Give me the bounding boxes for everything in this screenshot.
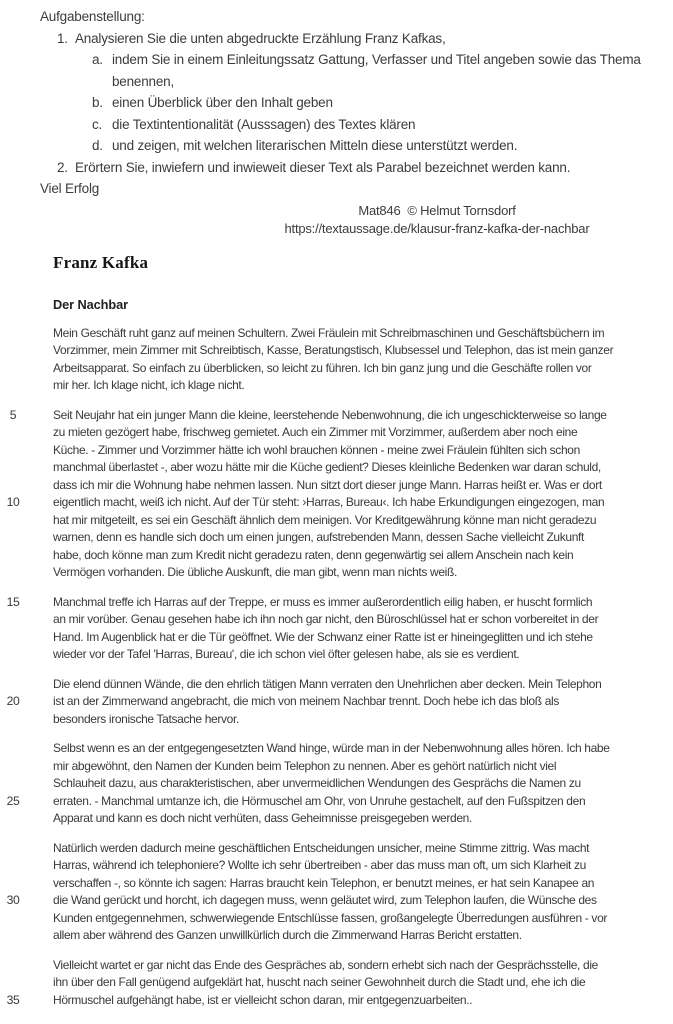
line-number bbox=[0, 442, 26, 460]
story-line-text: Küche. - Zimmer und Vorzimmer hätte ich wohl brauchen können - meine zwei Fräulein fühlten sich schon bbox=[53, 442, 580, 457]
story-line bbox=[0, 974, 673, 992]
line-number bbox=[0, 974, 26, 992]
story-line-text: Selbst wenn es an der entgegengesetzten Wand hinge, würde man in der Nebenwohnung alles hören. Ich habe bbox=[53, 741, 610, 755]
task-subitem-a-marker: a. bbox=[92, 52, 103, 67]
line-number bbox=[0, 459, 26, 477]
line-number: 35 bbox=[6, 992, 20, 1007]
story-line bbox=[0, 442, 673, 460]
story-line-text: Mein Geschäft ruht ganz auf meinen Schultern. Zwei Fräulein mit Schreibmaschinen und Geschäftsbüchern im bbox=[53, 325, 605, 340]
story-line bbox=[0, 693, 673, 711]
story-line-text: hat mir mitgeteilt, es sei ein Geschäft ähnlich dem meinigen. Vor Kreditgewährung könne man nicht geradezu bbox=[53, 512, 597, 527]
story-line bbox=[0, 646, 673, 664]
story-paragraph bbox=[0, 407, 673, 582]
story-line bbox=[0, 910, 673, 928]
line-number bbox=[0, 910, 26, 928]
story-line bbox=[0, 810, 673, 828]
story-line bbox=[0, 477, 673, 495]
task-subitem-b bbox=[92, 92, 673, 114]
line-number: 5 bbox=[9, 407, 17, 422]
task-closing: Viel Erfolg bbox=[40, 181, 100, 196]
story-paragraph bbox=[0, 740, 673, 828]
story-line-text: besonders ironische Tatsache hervor. bbox=[53, 711, 239, 726]
story-line bbox=[0, 927, 673, 945]
story-line bbox=[0, 892, 673, 910]
story-line-text: Harras, während ich telephoniere? Wollte ich sehr übertreiben - aber das muss man oft, um sich Klarheit zu bbox=[53, 858, 586, 872]
story-line-text: Die elend dünnen Wände, die den ehrlich tätigen Mann verraten den Unehrlichen aber decken. Mein Telephon bbox=[53, 676, 602, 691]
story-paragraph bbox=[0, 840, 673, 945]
line-number: 20 bbox=[6, 694, 20, 708]
story-line-text: erraten. - Manchmal umtanze ich, die Hörmuschel am Ohr, von Unruhe gestachelt, auf den Fußspitzen den bbox=[53, 793, 586, 808]
story-line bbox=[0, 611, 673, 629]
story-line-text: Vorzimmer, mein Zimmer mit Schreibtisch, Kasse, Beratungstisch, Klubsessel und Telephon, das ist mein ganzer bbox=[53, 343, 614, 357]
story-paragraph bbox=[0, 594, 673, 664]
story-line-text: Kunden entgegennehmen, schwerwiegende Entschlüsse fassen, großangelegte Überredungen ausführen - vor bbox=[53, 910, 608, 925]
task-subitem-b-marker: b. bbox=[92, 95, 103, 110]
line-number bbox=[0, 758, 26, 776]
line-number bbox=[0, 611, 26, 629]
story-line-text: mir her. Ich klage nicht, ich klage nicht. bbox=[53, 378, 245, 392]
story-line bbox=[0, 992, 673, 1010]
line-number bbox=[0, 629, 26, 647]
line-number bbox=[0, 875, 26, 893]
story-line bbox=[0, 407, 673, 425]
story-line-text: ihn über den Fall genügend aufgeklärt hat, huscht nach seiner Gewohnheit durch die Stadt und, ehe ich die bbox=[53, 975, 586, 989]
line-number bbox=[0, 564, 26, 582]
story-line-text: mir abgewöhnt, den Namen der Kunden beim Telephon zu nennen. Aber es gehört natürlich nicht viel bbox=[53, 758, 557, 773]
story-section bbox=[0, 253, 673, 1010]
story-line-text: eigentlich macht, weiß ich nicht. Auf der Tür steht: ›Harras, Bureau‹. Ich habe Erkundigungen eingezogen, man bbox=[53, 495, 605, 509]
story-line bbox=[0, 564, 673, 582]
story-paragraph bbox=[0, 957, 673, 1010]
story-line bbox=[0, 547, 673, 565]
task-item-2 bbox=[57, 157, 673, 179]
story-line-text: Vermögen vorhanden. Die übliche Auskunft, die man gibt, wenn man nichts weiß. bbox=[53, 565, 457, 579]
task-subitem-a-text: indem Sie in einem Einleitungssatz Gattung, Verfasser und Titel angeben sowie das Thema benennen, bbox=[112, 52, 641, 89]
line-number bbox=[0, 529, 26, 547]
story-line bbox=[0, 793, 673, 811]
task-subitem-c-text: die Textintentionalität (Ausssagen) des Textes klären bbox=[112, 116, 416, 132]
line-number: 10 bbox=[6, 495, 20, 509]
story-line-text: Hörmuschel aufgehängt habe, ist er vielleicht schon daran, mir entgegenzuarbeiten.. bbox=[53, 992, 473, 1007]
story-line bbox=[0, 840, 673, 858]
task-subitem-c-marker: c. bbox=[92, 116, 103, 132]
story-line bbox=[0, 775, 673, 793]
story-line-text: Schlauheit dazu, aus charakteristischen, aber unvermeidlichen Wendungen des Gesprächs die Namen zu bbox=[53, 776, 581, 790]
story-line bbox=[0, 758, 673, 776]
story-line bbox=[0, 629, 673, 647]
task-subitem-d-marker: d. bbox=[92, 138, 103, 153]
task-title: Aufgabenstellung: bbox=[40, 9, 145, 24]
line-number: 30 bbox=[6, 893, 20, 907]
story-body bbox=[0, 325, 673, 1010]
story-line bbox=[0, 424, 673, 442]
story-line-text: manchmal überlastet -, aber wozu hätte mir die Küche gedient? Dieses kleinliche Bedenken war daran schuld, bbox=[53, 460, 601, 474]
line-number bbox=[0, 325, 26, 343]
line-number bbox=[0, 360, 26, 378]
line-number bbox=[0, 512, 26, 530]
task-item-1-marker: 1. bbox=[57, 30, 68, 46]
line-number bbox=[0, 775, 26, 793]
story-line-text: Hand. Im Augenblick hat er die Tür geöffnet. Wie der Schwanz einer Ratte ist er hineingeglitten und ich stehe bbox=[53, 629, 593, 644]
line-number bbox=[0, 740, 26, 758]
story-line-text: warnen, denn es handle sich doch um einen jungen, aufstrebenden Mann, dessen Sache vielleicht Zukunft bbox=[53, 530, 585, 544]
line-number bbox=[0, 840, 26, 858]
story-author-heading: Franz Kafka bbox=[53, 252, 149, 272]
task-subitem-c bbox=[92, 114, 673, 136]
line-number bbox=[0, 477, 26, 495]
line-number bbox=[0, 927, 26, 945]
line-number bbox=[0, 711, 26, 729]
story-line-text: zu mieten gezögert habe, frischweg gemietet. Auch ein Zimmer mit Vorzimmer, außerdem aber noch eine bbox=[53, 425, 578, 439]
story-line-text: dass ich mir die Wohnung habe nehmen lassen. Nun sitzt dort dieser junge Mann. Harras heißt er. Was er dort bbox=[53, 477, 602, 492]
line-number bbox=[0, 676, 26, 694]
story-line bbox=[0, 529, 673, 547]
story-line-text: Manchmal treffe ich Harras auf der Treppe, er muss es immer außerordentlich eilig haben, er huscht formlich bbox=[53, 594, 593, 609]
story-line bbox=[0, 875, 673, 893]
story-line bbox=[0, 342, 673, 360]
line-number bbox=[0, 957, 26, 975]
story-line bbox=[0, 957, 673, 975]
story-line bbox=[0, 377, 673, 395]
story-line-text: wieder vor der Tafel 'Harras, Bureau', die ich schon viel öfter gelesen habe, als sie es verdient. bbox=[53, 647, 520, 661]
story-line-text: verschaffen -, so könnte ich sagen: Harras braucht kein Telephon, er benutzt meines, er hat sein Kanapee an bbox=[53, 875, 595, 890]
line-number bbox=[0, 342, 26, 360]
task-subitem-b-text: einen Überblick über den Inhalt geben bbox=[112, 95, 333, 110]
story-paragraph bbox=[0, 676, 673, 729]
story-line-text: ist an der Zimmerwand angebracht, die mich von meinem Nachbar trennt. Doch hebe ich das bloß als bbox=[53, 694, 559, 708]
story-line bbox=[0, 360, 673, 378]
line-number bbox=[0, 646, 26, 664]
line-number: 15 bbox=[6, 594, 20, 609]
story-line-text: allem aber während des Ganzen unwillkürlich durch die Zimmerwand Harras Bericht erstatten. bbox=[53, 928, 522, 942]
task-item-1 bbox=[57, 28, 673, 50]
story-line bbox=[0, 676, 673, 694]
task-subitem-d-text: und zeigen, mit welchen literarischen Mitteln diese unterstützt werden. bbox=[112, 138, 518, 153]
task-subitem-d bbox=[92, 135, 673, 157]
story-line bbox=[0, 325, 673, 343]
task-subitem-a bbox=[92, 49, 673, 92]
line-number bbox=[0, 857, 26, 875]
task-item-2-marker: 2. bbox=[57, 159, 68, 175]
story-line bbox=[0, 711, 673, 729]
story-line-text: habe, doch könne man zum Kredit nicht geradezu raten, denn gegenwärtig sei allem Anschein nach kein bbox=[53, 547, 574, 562]
story-line-text: Vielleicht wartet er gar nicht das Ende des Gespräches ab, sondern erhebt sich nach der Gesprächsstelle, die bbox=[53, 957, 598, 972]
task-item-2-text: Erörtern Sie, inwiefern und inwieweit dieser Text als Parabel bezeichnet werden kann. bbox=[75, 159, 571, 175]
story-line-text: an mir vorüber. Genau gesehen habe ich ihn noch gar nicht, den Büroschlüssel hat er schon vorbereitet in der bbox=[53, 612, 599, 626]
story-line-text: Seit Neujahr hat ein junger Mann die kleine, leerstehende Nebenwohnung, die ich ungeschickterweise so lange bbox=[53, 407, 607, 422]
story-line bbox=[0, 512, 673, 530]
story-paragraph bbox=[0, 325, 673, 395]
line-number bbox=[0, 547, 26, 565]
story-line bbox=[0, 494, 673, 512]
line-number bbox=[0, 377, 26, 395]
source-url: https://textaussage.de/klausur-franz-kafka-der-nachbar bbox=[284, 221, 590, 236]
story-line-text: Arbeitsapparat. So einfach zu überblicken, so leicht zu führen. Ich bin ganz jung und die Geschäfte rollen vor bbox=[53, 360, 592, 375]
story-line-text: Apparat und kann es doch nicht verhüten, dass Geheimnisse preisgegeben werden. bbox=[53, 811, 472, 825]
line-number bbox=[0, 424, 26, 442]
story-line bbox=[0, 459, 673, 477]
story-line-text: die Wand gerückt und horcht, ich dagegen muss, wenn geläutet wird, zum Telephon laufen, die Wünsche des bbox=[53, 893, 597, 907]
source-id: Mat846 © Helmut Tornsdorf bbox=[358, 202, 516, 218]
task-section bbox=[0, 0, 673, 239]
task-item-1-text: Analysieren Sie die unten abgedruckte Erzählung Franz Kafkas, bbox=[75, 30, 446, 46]
story-line bbox=[0, 857, 673, 875]
story-line-text: Natürlich werden dadurch meine geschäftlichen Entscheidungen unsicher, meine Stimme zittrig. Was macht bbox=[53, 840, 590, 855]
attribution bbox=[232, 202, 642, 239]
line-number bbox=[0, 810, 26, 828]
story-line bbox=[0, 740, 673, 758]
line-number: 25 bbox=[6, 793, 20, 808]
story-title-heading: Der Nachbar bbox=[53, 296, 129, 312]
story-line bbox=[0, 594, 673, 612]
